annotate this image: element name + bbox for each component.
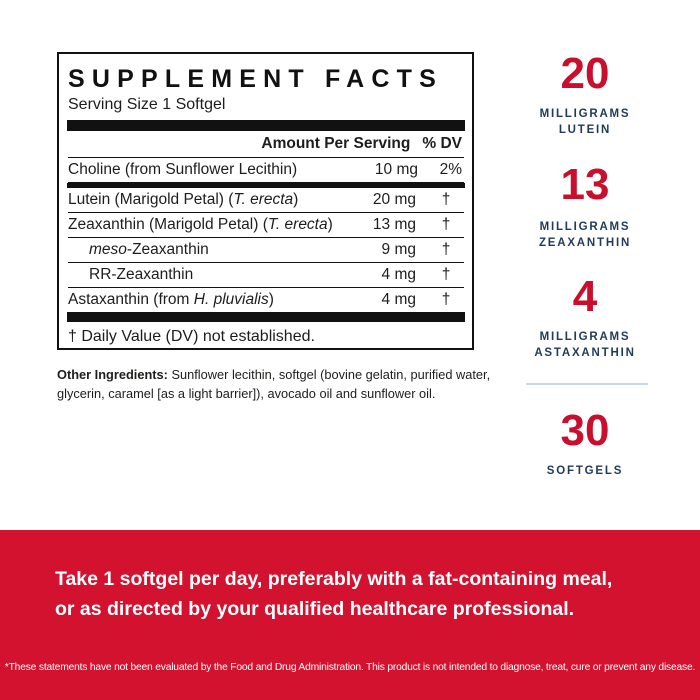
stat-lutein [520, 49, 650, 138]
nutrient-name: Zeaxanthin (Marigold Petal) (T. erecta) [68, 216, 333, 233]
nutrient-amount: 9 mg [381, 241, 416, 258]
stat-label-line1: MILLIGRAMS [539, 221, 631, 233]
stat-number: 4 [572, 272, 598, 321]
nutrient-dv: † [441, 266, 451, 283]
fda-disclaimer: *These statements have not been evaluated by the Food and Drug Administration. This product is not intended to diagnose, treat, cure or prevent any disease. [0, 660, 700, 700]
stat-softgels [520, 406, 650, 479]
nutrient-dv: † [441, 216, 451, 233]
nutrient-name: meso-Zeaxanthin [89, 241, 209, 258]
stat-label-line1: MILLIGRAMS [539, 108, 631, 120]
directions-line2: or as directed by your qualified healthcare professional. [55, 598, 575, 620]
dv-footnote: † Daily Value (DV) not established. [68, 328, 315, 345]
header-amount: Amount Per Serving [261, 135, 411, 152]
nutrient-amount: 20 mg [372, 191, 416, 208]
nutrient-name: Astaxanthin (from H. pluvialis) [68, 291, 274, 308]
header-dv: % DV [422, 135, 462, 152]
nutrient-row-choline [68, 158, 464, 183]
stat-label-line2: ZEAXANTHIN [538, 237, 632, 249]
facts-header-row [68, 131, 464, 158]
supplement-facts-panel [57, 52, 474, 350]
nutrient-row-meso-zeaxanthin [68, 238, 464, 263]
ingredients-text: Sunflower lecithin, softgel (bovine gelatin, purified water, glycerin, caramel [as a light barrier]), avocado oil and sunflower oil. [57, 367, 491, 401]
nutrient-dv: † [441, 241, 451, 258]
stat-astaxanthin [520, 272, 650, 361]
nutrient-name: Choline (from Sunflower Lecithin) [68, 161, 298, 178]
ingredients-label: Other Ingredients: [57, 367, 168, 382]
nutrient-amount: 4 mg [381, 291, 416, 308]
serving-size: Serving Size 1 Softgel [68, 96, 226, 113]
nutrient-name: RR-Zeaxanthin [89, 266, 194, 283]
facts-divider-end [67, 312, 465, 322]
stat-label-line1: MILLIGRAMS [539, 331, 631, 343]
nutrient-amount: 10 mg [374, 161, 418, 178]
nutrient-row-rr-zeaxanthin [68, 263, 464, 288]
directions-line1: Take 1 softgel per day, preferably with a fat-containing meal, [55, 568, 613, 590]
stat-number: 13 [560, 160, 610, 209]
stat-label-line1: SOFTGELS [546, 465, 624, 477]
stats-divider [526, 383, 648, 385]
stat-number: 30 [560, 406, 610, 455]
nutrient-amount: 4 mg [381, 266, 416, 283]
stat-label-line2: LUTEIN [558, 124, 612, 136]
nutrient-dv: 2% [439, 161, 462, 178]
nutrient-amount: 13 mg [372, 216, 416, 233]
nutrient-row-astaxanthin [68, 288, 464, 312]
stat-label-line2: ASTAXANTHIN [534, 347, 636, 359]
nutrient-row-zeaxanthin [68, 213, 464, 238]
directions-banner [0, 530, 700, 660]
nutrient-row-lutein [68, 188, 464, 213]
facts-title: SUPPLEMENT FACTS [68, 65, 443, 93]
nutrient-dv: † [441, 191, 451, 208]
nutrient-dv: † [441, 291, 451, 308]
stat-number: 20 [560, 49, 610, 98]
other-ingredients [57, 365, 497, 403]
stat-zeaxanthin [520, 160, 650, 251]
directions-text [55, 564, 695, 624]
nutrient-name: Lutein (Marigold Petal) (T. erecta) [68, 191, 299, 208]
facts-divider-thick [67, 120, 465, 131]
